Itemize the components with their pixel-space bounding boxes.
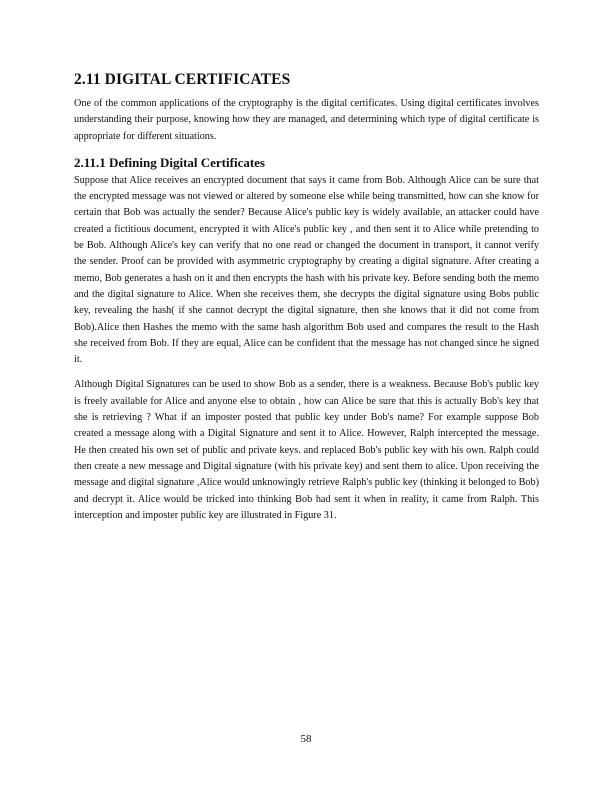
subsection-title: 2.11.1 Defining Digital Certificates bbox=[74, 154, 265, 170]
body-paragraph-2: Although Digital Signatures can be used to show Bob as a sender, there is a weakness. Because Bob's public key is freely available for Alice and anyone else to obtain , how can Alice be sure that this is actually Bob's key that she is retrieving ? What if an imposter posted that public key under Bob's name? For example suppose Bob created a message along with a Digital Signature and sent it to Alice. However, Ralph intercepted the message. He then created his own set of public and private keys. and replaced Bob's public key with his own. Ralph could then create a new message and Digital signature (with his private key) and sent them to alice. Upon receiving the message and digital signature ,Alice would unknowingly retrieve Ralph's public key (thinking it belonged to Bob) and decrypt it. Alice would be tricked into thinking Bob had sent it when in reality, it came from Ralph. This interception and imposter public key are illustrated in Figure 31. bbox=[74, 379, 539, 521]
page-number: 58 bbox=[300, 733, 312, 745]
page-content bbox=[74, 70, 539, 533]
section-title: 2.11 DIGITAL CERTIFICATES bbox=[74, 71, 291, 88]
section-intro-paragraph: One of the common applications of the cryptography is the digital certificates. Using digital certificates involves understanding their purpose, knowing how they are managed, and determining which type of digital certificate is appropriate for different situations. bbox=[74, 98, 539, 142]
body-paragraph-1: Suppose that Alice receives an encrypted document that says it came from Bob. Although Alice can be sure that the encrypted message was not viewed or altered by someone else while being transmitted, how can she know for certain that Bob was actually the sender? Because Alice's public key is widely available, an attacker could have created a fictitious document, encrypted it with Alice's public key , and then sent it to Alice while pretending to be Bob. Although Alice's key can verify that no one read or changed the document in transport, it cannot verify the sender. Proof can be provided with asymmetric cryptography by creating a digital signature. After creating a memo, Bob generates a hash on it and then encrypts the hash with his private key. Before sending both the memo and the digital signature to Alice. When she receives them, she decrypts the digital signature using Bobs public key, revealing the hash( if she cannot decrypt the digital signature, then she knows that it did not come from Bob).Alice then Hashes the memo with the same hash algorithm Bob used and compares the result to the Hash she received from Bob. If they are equal, Alice can be confident that the message has not changed since he signed it. bbox=[74, 174, 539, 366]
